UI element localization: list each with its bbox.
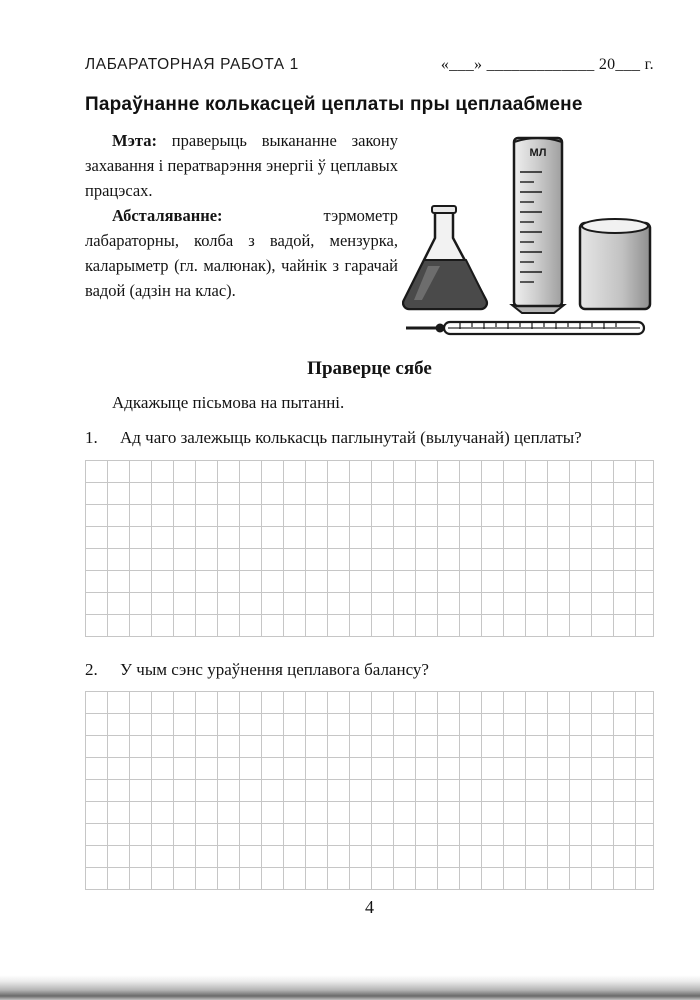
date-blank-line: «___» _____________ 20___ г.	[440, 56, 654, 73]
flask-icon	[403, 206, 487, 309]
calorimeter-glass-icon	[580, 219, 650, 309]
lab-work-label: ЛАБАРАТОРНАЯ РАБОТА 1	[85, 56, 299, 73]
question-2-number: 2.	[85, 659, 98, 679]
intro-section	[85, 128, 654, 346]
instruction-text: Адкажыце пісьмова на пытанні.	[112, 393, 345, 412]
lab-equipment-illustration	[402, 128, 654, 346]
answer-grid-2[interactable]	[85, 691, 654, 890]
question-2	[85, 658, 654, 683]
thermometer-icon	[406, 322, 644, 334]
check-yourself-heading: Праверце сябе	[307, 358, 432, 379]
goal-text: праверыць выкананне закону захавання і ператварэння энергіі ў цеплавых працэсах.	[85, 131, 398, 201]
answer-grid-1[interactable]	[85, 460, 654, 637]
equipment-paragraph	[85, 203, 398, 303]
intro-text	[85, 128, 398, 346]
question-1-text: Ад чаго залежыць колькасць паглынутай (вылучанай) цеплаты?	[120, 428, 582, 447]
equipment-illustration-box	[398, 128, 654, 346]
question-1-number: 1.	[85, 428, 98, 447]
goal-label: Мэта:	[112, 131, 157, 150]
graduated-cylinder-icon	[512, 138, 564, 313]
equipment-label: Абсталяванне:	[112, 206, 223, 226]
page-content	[85, 56, 654, 918]
question-1	[85, 426, 654, 451]
cylinder-ml-label: МЛ	[529, 147, 547, 159]
goal-paragraph	[85, 128, 398, 203]
page-title: Параўнанне колькасцей цеплаты пры цеплаабмене	[85, 94, 583, 115]
question-2-text: У чым сэнс ураўнення цеплавога балансу?	[120, 659, 429, 679]
page-bottom-edge-shadow	[0, 975, 700, 1000]
page-header	[85, 56, 654, 74]
equipment-text: тэрмометр лабараторны, колба з вадой, мензурка, каларыметр (гл. малюнак), чайнік з гарачай вадой (адзін на клас).	[85, 206, 398, 301]
page-number: 4	[365, 897, 374, 918]
